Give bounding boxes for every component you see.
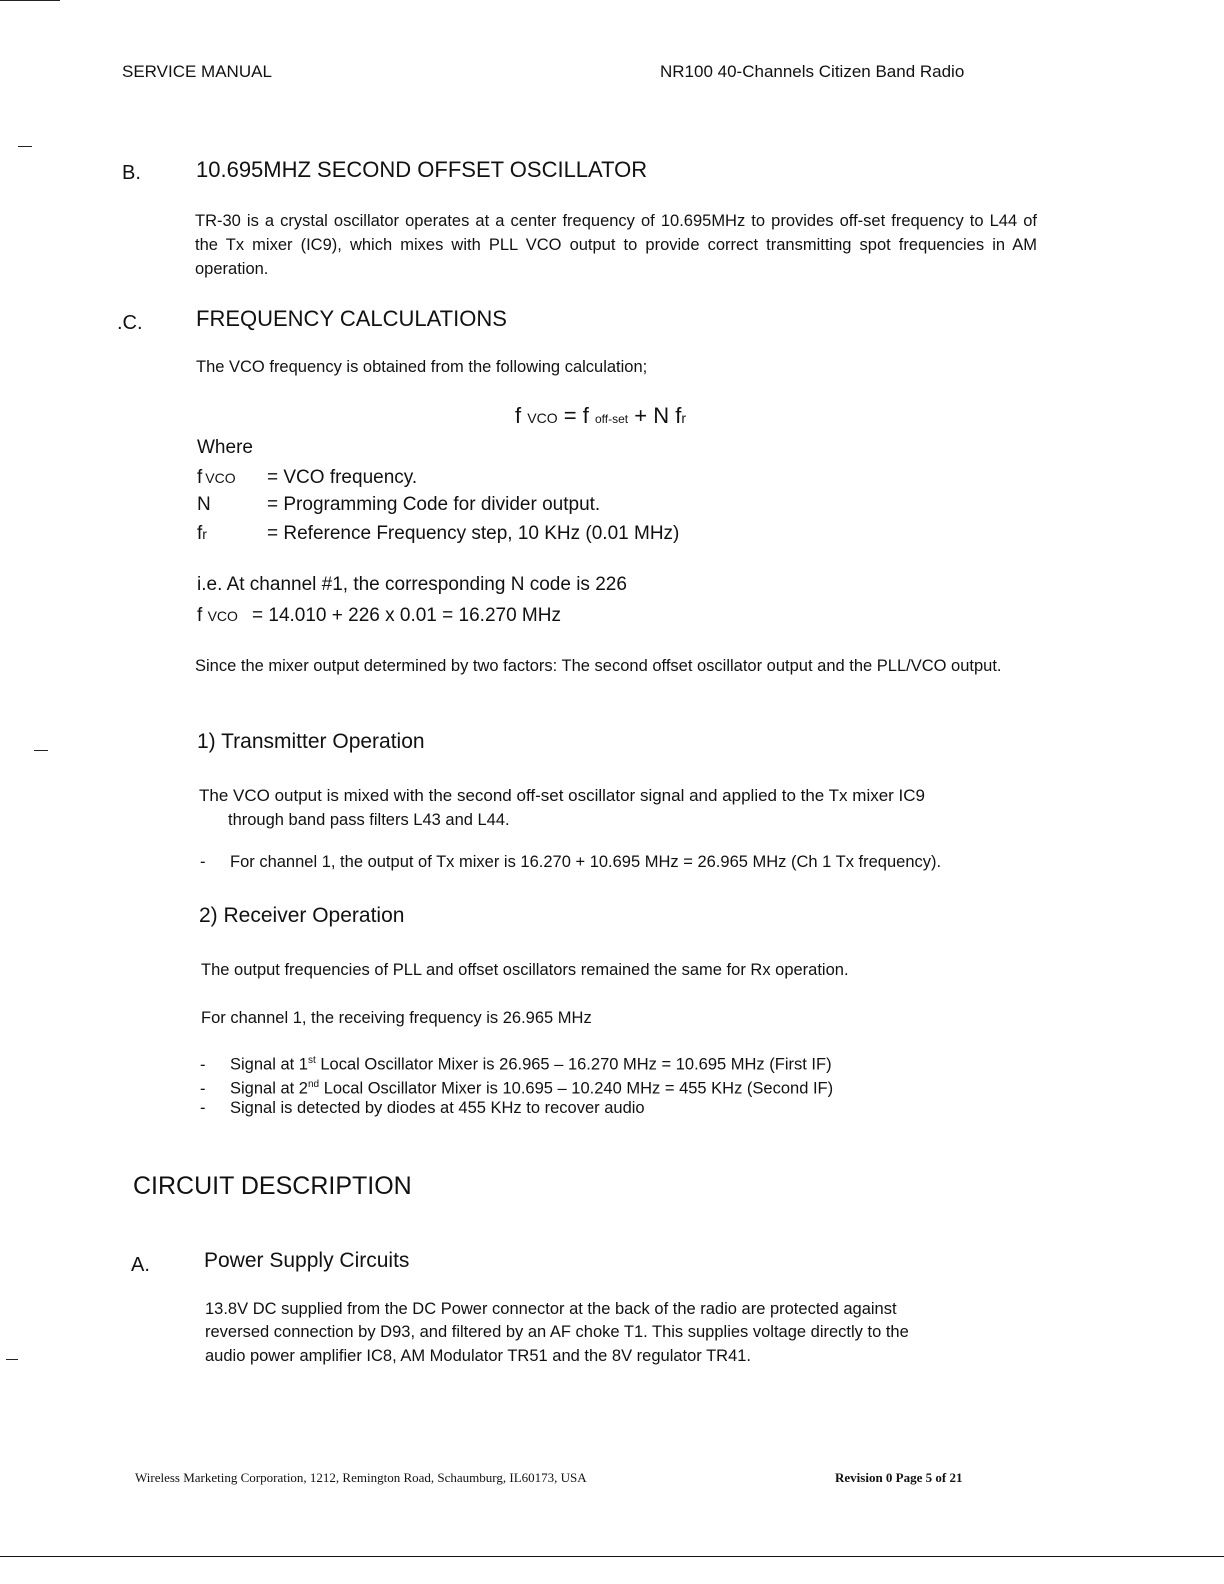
scan-mark-top <box>0 0 60 1</box>
where-label: Where <box>197 437 253 458</box>
formula-plus: + <box>634 403 648 428</box>
bullet-post: Local Oscillator Mixer is 10.695 – 10.240 MHz = 455 KHz (Second IF) <box>319 1079 834 1098</box>
formula-equals: = <box>563 403 577 428</box>
bullet-pre: Signal is detected by diodes at 455 KHz to recover audio <box>230 1099 645 1117</box>
formula-vco-sub: VCO <box>527 410 558 426</box>
footer-address: Wireless Marketing Corporation, 1212, Remington Road, Schaumburg, IL60173, USA <box>135 1470 587 1485</box>
definition-sub: VCO <box>205 470 236 486</box>
footer-page-number: Revision 0 Page 5 of 21 <box>835 1470 963 1485</box>
example-line-1: i.e. At channel #1, the corresponding N code is 226 <box>197 574 627 595</box>
transmitter-bullet <box>200 851 941 874</box>
bullet-dash: - <box>200 1099 206 1117</box>
section-c-title: FREQUENCY CALCULATIONS <box>196 306 507 331</box>
receiver-paragraph-2: For channel 1, the receiving frequency is 26.965 MHz <box>201 1009 592 1027</box>
section-c-intro: The VCO frequency is obtained from the following calculation; <box>196 358 648 376</box>
bullet-pre: Signal at 1 <box>230 1055 308 1074</box>
formula-r-sub: r <box>681 410 687 426</box>
bullet-dash: - <box>200 1079 206 1098</box>
section-a-letter: A. <box>131 1254 150 1276</box>
receiver-title: 2) Receiver Operation <box>199 904 405 927</box>
formula-f-r: f <box>675 403 682 428</box>
formula-f-vco: f <box>515 403 522 428</box>
definition-fr-text: = Reference Frequency step, 10 KHz (0.01 MHz) <box>267 523 680 544</box>
definition-n-text: = Programming Code for divider output. <box>267 494 601 515</box>
receiver-bullet-3 <box>200 1097 645 1120</box>
circuit-description-heading: CIRCUIT DESCRIPTION <box>133 1172 412 1200</box>
bullet-dash: - <box>200 1055 206 1074</box>
receiver-paragraph-1: The output frequencies of PLL and offset oscillators remained the same for Rx operation. <box>201 961 849 979</box>
power-supply-line-3: audio power amplifier IC8, AM Modulator TR51 and the 8V regulator TR41. <box>205 1347 752 1365</box>
scan-mark-left-2 <box>34 750 48 751</box>
mixer-paragraph: Since the mixer output determined by two factors: The second offset oscillator output and the PLL/VCO output. <box>195 657 1002 675</box>
header-right: NR100 40-Channels Citizen Band Radio <box>660 62 965 81</box>
example-f: f <box>197 605 203 626</box>
transmitter-line-1: The VCO output is mixed with the second off-set oscillator signal and applied to the Tx mixer IC9 <box>199 786 926 805</box>
bullet-sup: st <box>307 1055 316 1066</box>
power-supply-line-1: 13.8V DC supplied from the DC Power connector at the back of the radio are protected against <box>205 1300 897 1318</box>
header-left: SERVICE MANUAL <box>122 62 272 81</box>
definition-symbol: f <box>197 467 203 488</box>
definition-n: N <box>197 494 211 515</box>
transmitter-line-2: through band pass filters L43 and L44. <box>228 811 510 829</box>
example-line-2: = 14.010 + 226 x 0.01 = 16.270 MHz <box>252 605 561 626</box>
definition-sub: r <box>202 526 207 542</box>
example-f-vco <box>197 605 238 627</box>
example-sub: VCO <box>207 608 238 624</box>
bullet-dash: - <box>200 853 206 871</box>
formula-f-offset: f <box>582 403 589 428</box>
bottom-rule <box>0 1556 1224 1557</box>
bullet-sup: nd <box>307 1079 320 1090</box>
formula-offset-sub: off-set <box>594 412 629 426</box>
section-b-letter: B. <box>122 162 141 184</box>
definition-symbol: f <box>197 523 203 544</box>
definition-fvco <box>197 467 236 489</box>
section-b-paragraph: TR-30 is a crystal oscillator operates at a center frequency of 10.695MHz to provides off-set frequency to L44 of the Tx mixer (IC9), which mixes with PLL VCO output to provide correct transmitting spot frequencies in AM operation. <box>195 212 1037 278</box>
section-b-title: 10.695MHZ SECOND OFFSET OSCILLATOR <box>196 157 648 182</box>
scan-mark-left-3 <box>6 1359 18 1360</box>
formula-n: N <box>653 403 670 428</box>
definition-fvco-text: = VCO frequency. <box>267 467 418 488</box>
definition-fr <box>197 523 207 545</box>
vco-formula <box>515 403 686 429</box>
section-a-title: Power Supply Circuits <box>204 1249 410 1272</box>
bullet-pre: Signal at 2 <box>230 1079 308 1098</box>
bullet-text: For channel 1, the output of Tx mixer is 16.270 + 10.695 MHz = 26.965 MHz (Ch 1 Tx frequency). <box>230 853 942 871</box>
scan-mark-left-1 <box>18 146 32 147</box>
transmitter-title: 1) Transmitter Operation <box>197 730 425 753</box>
power-supply-line-2: reversed connection by D93, and filtered by an AF choke T1. This supplies voltage directly to the <box>205 1323 909 1341</box>
bullet-post: Local Oscillator Mixer is 26.965 – 16.270 MHz = 10.695 MHz (First IF) <box>315 1055 832 1074</box>
section-c-letter: .C. <box>117 312 143 334</box>
